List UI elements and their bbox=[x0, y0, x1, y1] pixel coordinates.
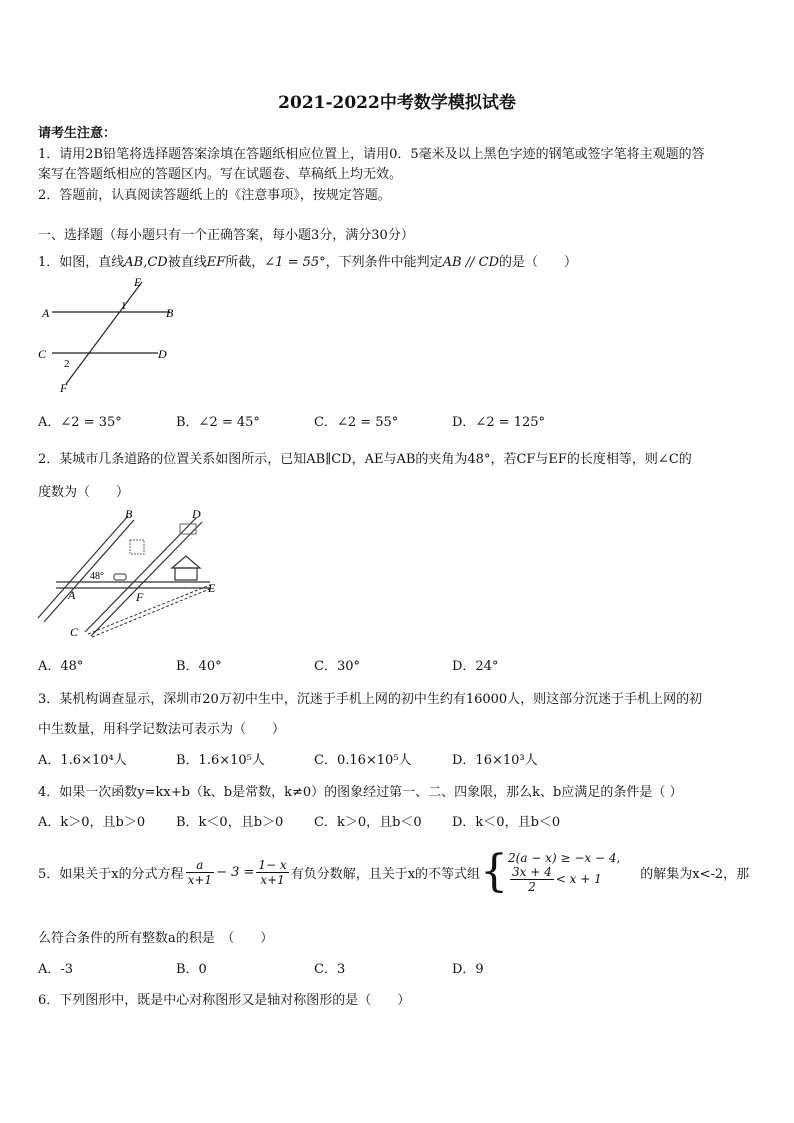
notice-line-1: 1．请用2B铅笔将选择题答案涂填在答题纸相应位置上，请用0．5毫米及以上黑色字迹的钢笔或签字笔将主观题的答 bbox=[38, 147, 705, 162]
label-angle-2: 2 bbox=[64, 358, 70, 370]
q5-minus-three: − 3 = bbox=[216, 864, 255, 880]
label-b: B bbox=[166, 306, 174, 320]
question-5-stem bbox=[38, 846, 750, 897]
house-icon bbox=[175, 568, 197, 580]
q5-f1-numerator: a bbox=[186, 858, 214, 873]
label-f: F bbox=[60, 381, 68, 395]
q1-option-b: B．∠2 = 45° bbox=[176, 415, 260, 430]
q3-option-c: C．0.16×10⁵人 bbox=[314, 753, 412, 768]
q5-inequality-system bbox=[508, 851, 620, 894]
road-ab-1 bbox=[38, 516, 128, 618]
q3-option-d: D．16×10³人 bbox=[452, 753, 538, 768]
question-5-line-2: 么符合条件的所有整数a的积是 （ ） bbox=[38, 931, 274, 946]
notice-heading: 请考生注意： bbox=[38, 126, 117, 141]
q1-suffix: 的是（ ） bbox=[499, 255, 578, 270]
section-heading: 一、选择题（每小题只有一个正确答案，每小题3分，满分30分） bbox=[38, 228, 414, 243]
q5-option-d: D．9 bbox=[452, 962, 484, 977]
fig2-label-a: A bbox=[68, 588, 76, 602]
q4-option-b: B．k＜0，且b＞0 bbox=[176, 815, 284, 830]
label-angle-1: 1 bbox=[121, 300, 127, 312]
building-icon bbox=[130, 540, 144, 554]
road-ab-2 bbox=[44, 520, 134, 622]
q5-prefix: 5．如果关于x的分式方程 bbox=[38, 866, 184, 882]
q3-option-a: A．1.6×10⁴人 bbox=[38, 753, 127, 768]
q1-prefix: 1．如图，直线 bbox=[38, 255, 125, 270]
fig2-label-d: D bbox=[192, 507, 201, 521]
page-title: 2021-2022中考数学模拟试卷 bbox=[278, 93, 516, 113]
q4-option-d: D．k＜0，且b＜0 bbox=[452, 815, 561, 830]
fig2-label-f: F bbox=[136, 590, 144, 604]
q5-ineq2-rest: < x + 1 bbox=[555, 872, 602, 886]
q5-fraction-1 bbox=[186, 858, 214, 887]
q1-option-a: A．∠2 = 35° bbox=[38, 415, 122, 430]
line-ef bbox=[66, 282, 142, 384]
q1-angle: ∠1 = 55° bbox=[264, 255, 326, 270]
fig2-label-e: E bbox=[208, 581, 216, 595]
q5-f1-denominator: x+1 bbox=[187, 872, 213, 887]
question-6-line-1: 6．下列图形中，既是中心对称图形又是轴对称图形的是（ ） bbox=[38, 993, 411, 1008]
question-3-line-2: 中生数量，用科学记数法可表示为（ ） bbox=[38, 722, 286, 737]
question-2-line-2: 度数为（ ） bbox=[38, 485, 130, 500]
car-icon bbox=[114, 574, 126, 580]
q4-option-a: A．k＞0，且b＞0 bbox=[38, 815, 146, 830]
label-d: D bbox=[158, 347, 167, 361]
q1-figure bbox=[30, 272, 190, 398]
question-2-line-1: 2．某城市几条道路的位置关系如图所示，已知AB∥CD，AE与AB的夹角为48°，若CF与EF的长度相等，则∠C的 bbox=[38, 452, 692, 467]
q5-brace: { bbox=[480, 846, 509, 897]
label-e: E bbox=[134, 275, 142, 289]
q4-option-c: C．k＞0，且b＜0 bbox=[314, 815, 422, 830]
label-a: A bbox=[42, 306, 50, 320]
notice-line-3: 2．答题前，认真阅读答题纸上的《注意事项》，按规定答题。 bbox=[38, 188, 391, 203]
q1-line-ef: EF bbox=[206, 255, 226, 270]
q5-f2-numerator: 1− x bbox=[258, 857, 287, 872]
fig2-label-b: B bbox=[125, 507, 133, 521]
fig2-label-c: C bbox=[70, 625, 79, 639]
q5-mid: 有负分数解，且关于x的不等式组 bbox=[290, 866, 481, 882]
q5-ineq2-fraction bbox=[510, 865, 554, 894]
q1-mid3: ，下列条件中能判定 bbox=[325, 255, 443, 270]
q2-option-d: D．24° bbox=[452, 659, 499, 674]
q1-mid: 被直线 bbox=[167, 255, 207, 270]
q5-f2-denominator: x+1 bbox=[260, 872, 285, 887]
q5-option-c: C．3 bbox=[314, 962, 346, 977]
q5-ineq2-numerator: 3x + 4 bbox=[512, 864, 552, 879]
fig2-angle-label: 48° bbox=[90, 571, 104, 582]
q5-fraction-2 bbox=[256, 858, 288, 887]
q5-inequality-1: 2(a − x) ≥ −x − 4, bbox=[508, 850, 621, 865]
q2-option-c: C．30° bbox=[314, 659, 360, 674]
question-4-line-1: 4．如果一次函数y=kx+b（k、b是常数，k≠0）的图象经过第一、二、四象限，那么k、b应满足的条件是（ ） bbox=[38, 785, 683, 800]
label-c: C bbox=[38, 347, 47, 361]
road-ce-2 bbox=[92, 588, 212, 637]
q5-option-a: A．-3 bbox=[38, 962, 74, 977]
notice-line-2: 案写在答题纸相应的答题区内。写在试题卷、草稿纸上均无效。 bbox=[38, 167, 403, 182]
question-1-stem bbox=[38, 251, 577, 270]
q1-mid2: 所截， bbox=[225, 255, 265, 270]
q5-suffix: 的解集为x<-2，那 bbox=[640, 866, 750, 882]
q5-option-b: B．0 bbox=[176, 962, 207, 977]
q1-option-d: D．∠2 = 125° bbox=[452, 415, 546, 430]
q1-lines: AB,CD bbox=[124, 255, 168, 270]
house-roof-icon bbox=[172, 556, 200, 568]
q5-inequality-2 bbox=[508, 865, 602, 894]
q2-option-b: B．40° bbox=[176, 659, 222, 674]
q5-ineq2-denominator: 2 bbox=[528, 879, 536, 894]
q2-figure bbox=[30, 506, 230, 646]
question-3-line-1: 3．某机构调查显示，深圳市20万初中生中，沉迷于手机上网的初中生约有16000人，则这部分沉迷于手机上网的初 bbox=[38, 692, 703, 707]
q1-option-c: C．∠2 = 55° bbox=[314, 415, 399, 430]
q3-option-b: B．1.6×10⁵人 bbox=[176, 753, 265, 768]
q2-option-a: A．48° bbox=[38, 659, 84, 674]
q1-parallel: AB // CD bbox=[442, 255, 500, 270]
